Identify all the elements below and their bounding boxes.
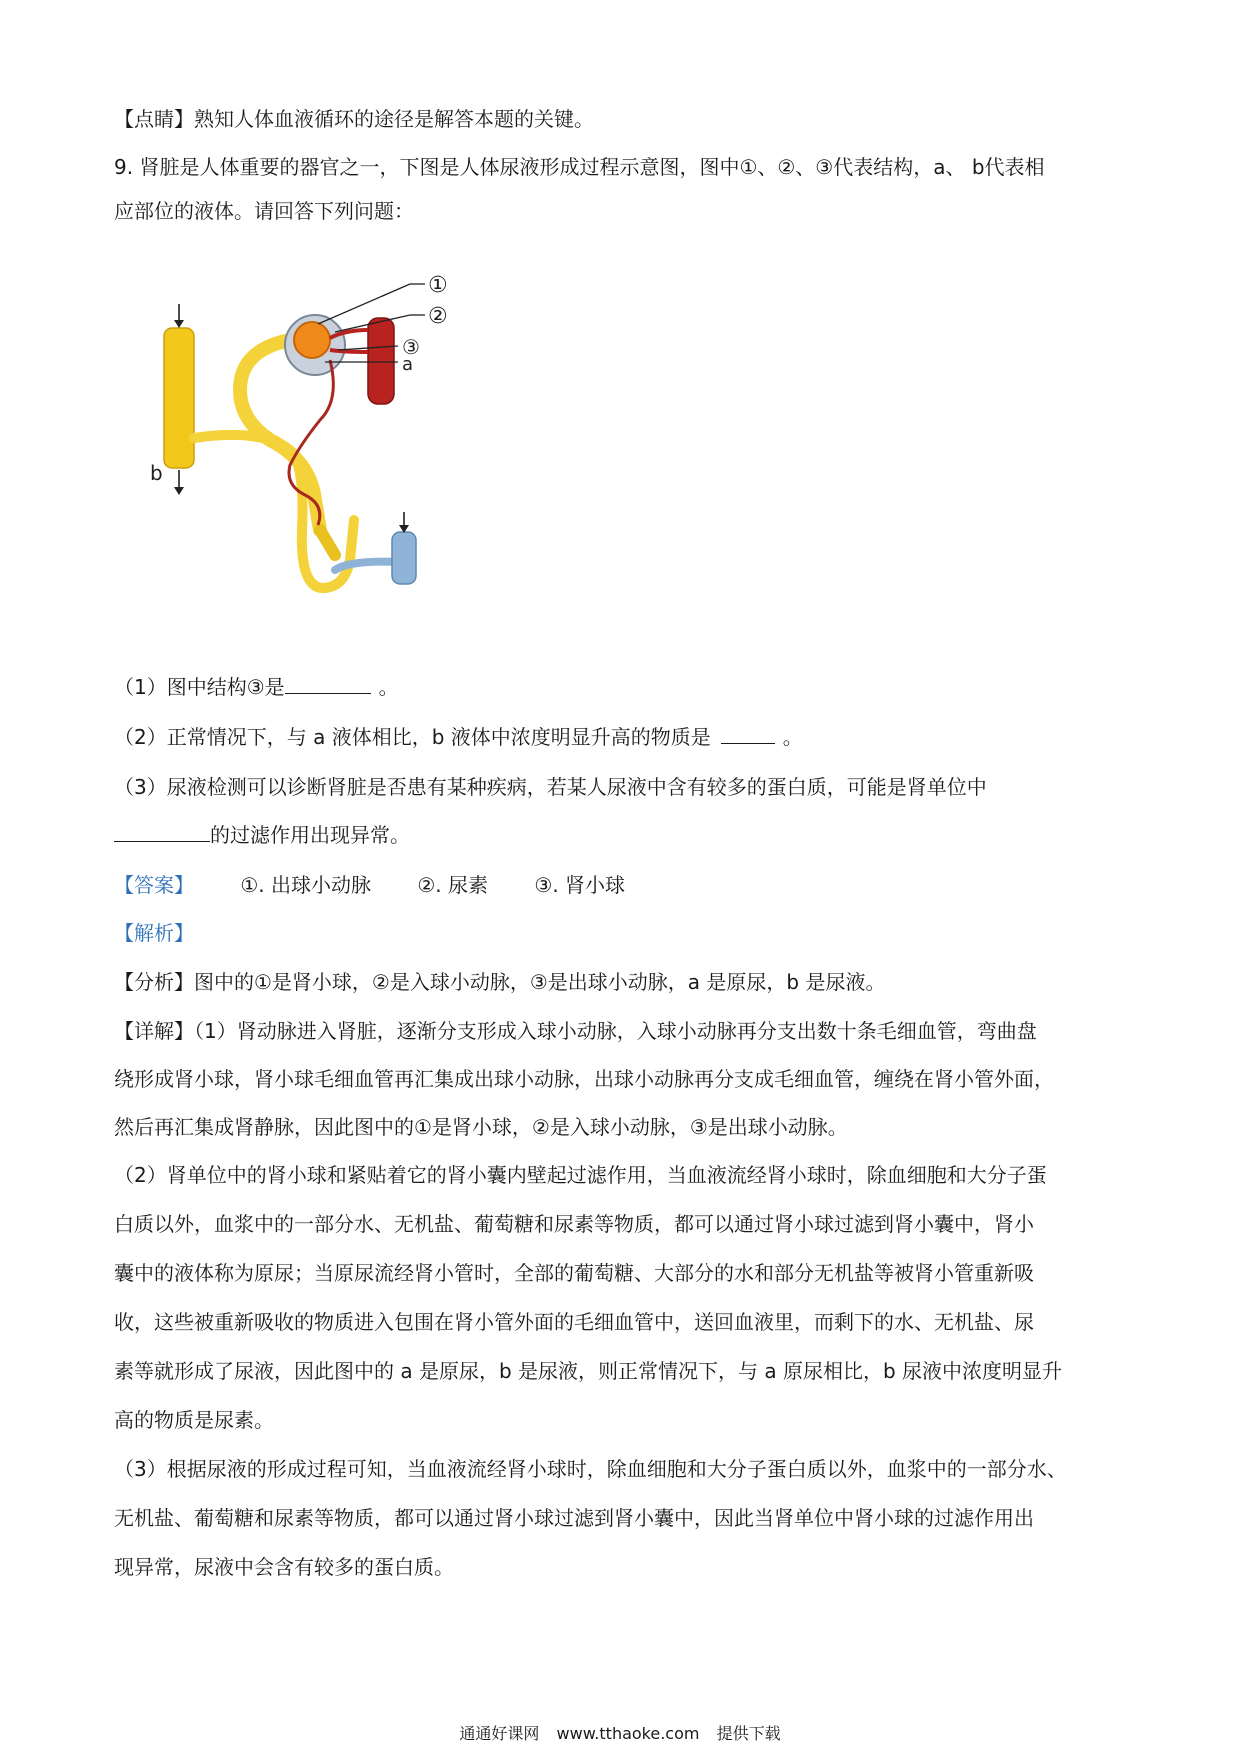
detail-p2-line6: 高的物质是尿素。 [114, 1408, 274, 1432]
answer-blank-2[interactable] [721, 723, 775, 744]
analysis-line [114, 967, 1134, 997]
page-footer [0, 1722, 1240, 1746]
subquestion-1 [114, 672, 1134, 702]
subquestion-3-line-2 [114, 820, 1134, 850]
footer-suffix: 提供下载 [716, 1724, 781, 1743]
footer-url[interactable]: www.tthaoke.com [556, 1724, 700, 1743]
collecting-duct [164, 328, 194, 468]
outflow-arrowhead-bottom [174, 487, 184, 495]
subquestion-1-end: 。 [378, 675, 399, 699]
tip-text: 熟知人体血液循环的途径是解答本题的关键。 [194, 107, 594, 131]
answer-item-1: ①. 出球小动脉 [240, 873, 372, 897]
detail-p2-line4: 收，这些被重新吸收的物质进入包围在肾小管外面的毛细血管中，送回血液里，而剩下的水、无机盐、尿 [114, 1310, 1034, 1334]
detail-p1-line3: 然后再汇集成肾静脉，因此图中的①是肾小球，②是入球小动脉，③是出球小动脉。 [114, 1115, 848, 1139]
subquestion-2 [114, 722, 1134, 752]
renal-vein-segment [392, 532, 416, 584]
detail-p2-line2: 白质以外，血浆中的一部分水、无机盐、葡萄糖和尿素等物质，都可以通过肾小球过滤到肾小囊中，肾小 [114, 1212, 1034, 1236]
detail-p1-line2: 绕形成肾小球，肾小球毛细血管再汇集成出球小动脉，出球小动脉再分支成毛细血管，缠绕在肾小管外面， [114, 1067, 1054, 1091]
analysis-heading: 【解析】 [114, 921, 194, 945]
footer-site-name: 通通好课网 [459, 1724, 540, 1743]
glomerulus [294, 322, 330, 358]
question-line-1: 9. 肾脏是人体重要的器官之一，下图是人体尿液形成过程示意图，图中①、②、③代表结构，a、 b代表相 [114, 155, 1045, 179]
answer-tag: 【答案】 [114, 873, 194, 897]
detail-p2-line1: （2）肾单位中的肾小球和紧贴着它的肾小囊内壁起过滤作用，当血液流经肾小球时，除血细胞和大分子蛋 [114, 1163, 1047, 1187]
analysis-text: 图中的①是肾小球，②是入球小动脉，③是出球小动脉，a 是原尿，b 是尿液。 [194, 970, 886, 994]
label-b: b [150, 461, 163, 485]
peritubular-capillary [289, 360, 333, 525]
venule [335, 562, 400, 570]
answer-item-2: ②. 尿素 [417, 873, 489, 897]
answer-item-3: ③. 肾小球 [534, 873, 626, 897]
detail-p3-line1: （3）根据尿液的形成过程可知，当血液流经肾小球时，除血细胞和大分子蛋白质以外，血浆中的一部分水、 [114, 1457, 1067, 1481]
detail-p1-line1: （1）肾动脉进入肾脏，逐渐分支形成入球小动脉，入球小动脉再分支出数十条毛细血管，弯曲盘 [194, 1019, 1037, 1043]
loop-of-henle [320, 530, 335, 555]
tubule-lower [194, 435, 354, 588]
label-2: ② [428, 304, 448, 329]
detail-p3-line3: 现异常，尿液中会含有较多的蛋白质。 [114, 1555, 454, 1579]
inflow-arrowhead-top [174, 320, 184, 328]
answer-blank-3[interactable] [114, 821, 210, 842]
answer-line [114, 870, 1134, 900]
question-line-2: 应部位的液体。请回答下列问题： [114, 199, 414, 223]
detail-line-1 [114, 1016, 1134, 1046]
tip-line [114, 104, 1134, 134]
nephron-diagram [140, 270, 520, 650]
subquestion-2-text: （2）正常情况下，与 a 液体相比，b 液体中浓度明显升高的物质是 [114, 725, 711, 749]
subquestion-3-line-1: （3）尿液检测可以诊断肾脏是否患有某种疾病，若某人尿液中含有较多的蛋白质，可能是肾单位中 [114, 775, 987, 799]
detail-p2-line5: 素等就形成了尿液，因此图中的 a 是原尿，b 是尿液，则正常情况下，与 a 原尿相比，b 尿液中浓度明显升 [114, 1359, 1063, 1383]
label-1: ① [428, 273, 448, 298]
subquestion-3-end: 的过滤作用出现异常。 [210, 823, 410, 847]
answer-blank-1[interactable] [285, 673, 371, 694]
subquestion-2-end: 。 [782, 725, 803, 749]
detail-tag: 【详解】 [114, 1019, 194, 1043]
subquestion-1-text: （1）图中结构③是 [114, 675, 285, 699]
label-3: ③ [402, 335, 420, 359]
detail-p2-line3: 囊中的液体称为原尿；当原尿流经肾小管时，全部的葡萄糖、大部分的水和部分无机盐等被肾小管重新吸 [114, 1261, 1034, 1285]
renal-artery-segment [368, 318, 394, 404]
detail-p3-line2: 无机盐、葡萄糖和尿素等物质，都可以通过肾小球过滤到肾小囊中，因此当肾单位中肾小球的过滤作用出 [114, 1506, 1034, 1530]
analysis-tag: 【分析】 [114, 970, 194, 994]
tip-tag: 【点睛】 [114, 107, 194, 131]
efferent-arteriole [330, 350, 368, 352]
label-a: a [402, 354, 414, 375]
